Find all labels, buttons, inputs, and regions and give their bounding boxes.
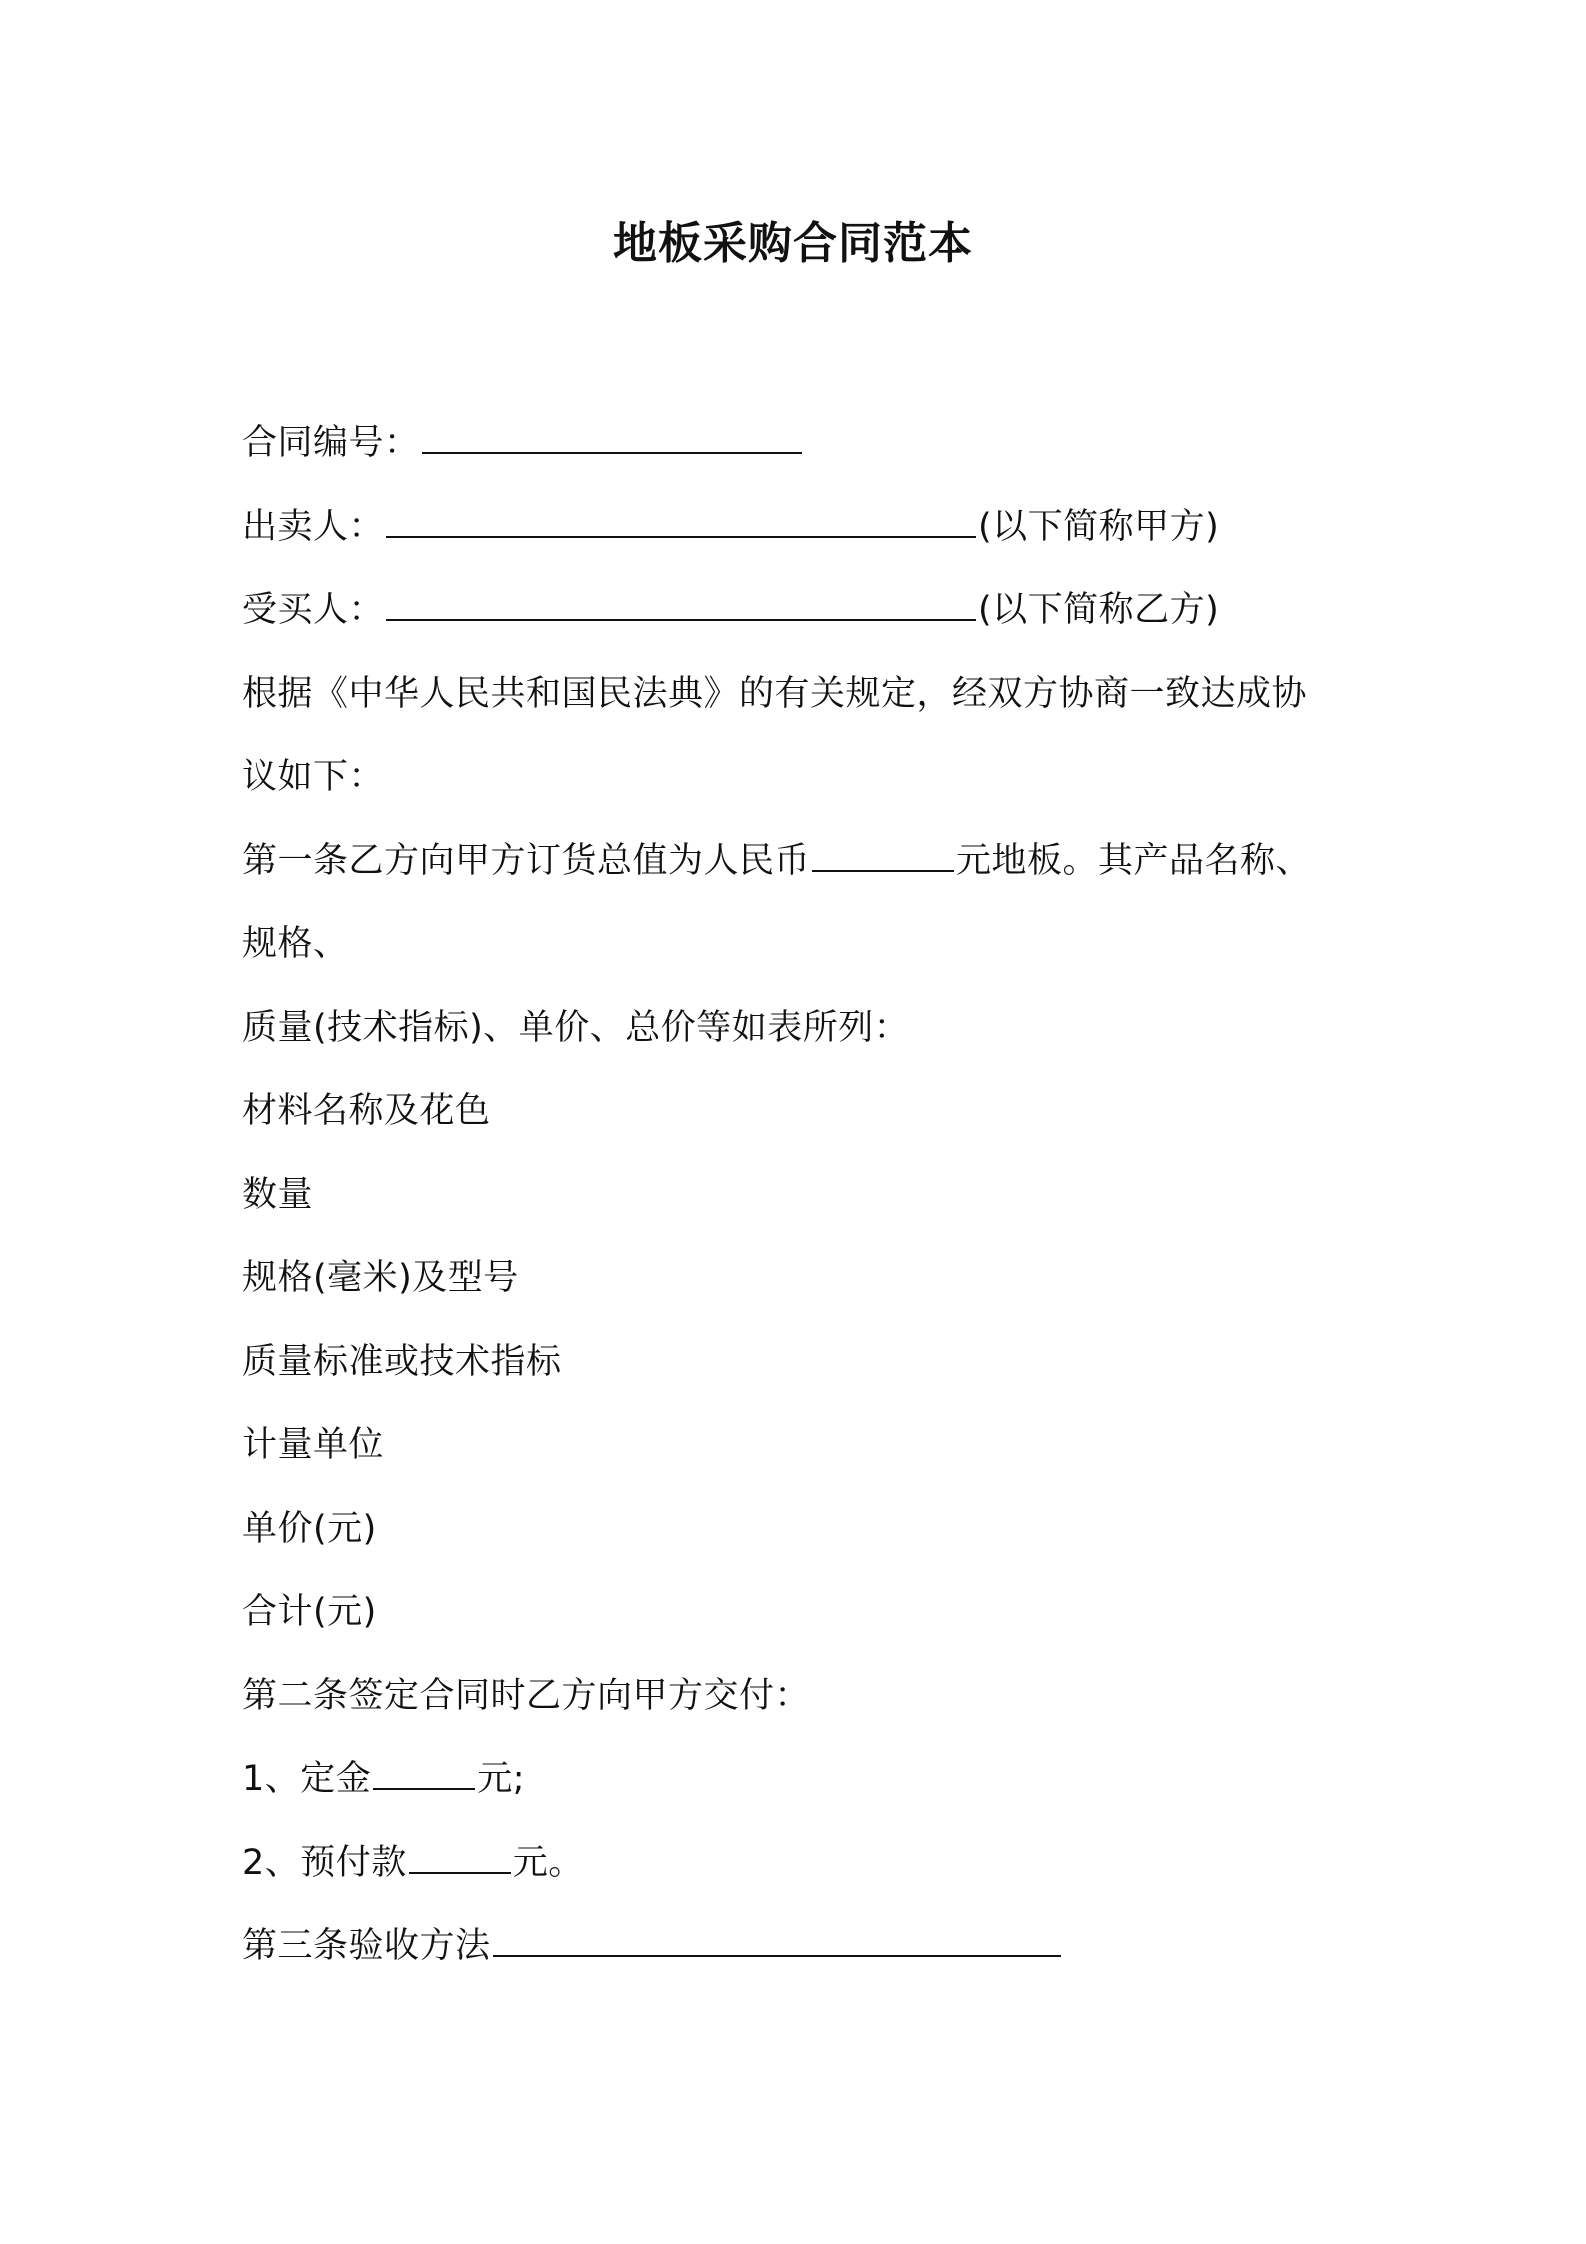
article-1-continuation-2: 质量(技术指标)、单价、总价等如表所列： [242, 1007, 910, 1048]
seller-suffix: (以下简称甲方) [978, 506, 1220, 547]
deposit-blank [373, 1758, 475, 1790]
article-1-suffix: 元地板。其产品名称、 [956, 840, 1312, 881]
prepayment-suffix: 元。 [512, 1842, 584, 1883]
seller-line [242, 486, 1362, 570]
deposit-line [242, 1738, 1362, 1822]
contract-number-line [242, 402, 1362, 486]
document-body [242, 402, 1362, 1989]
total-amount-blank [812, 840, 954, 872]
seller-label: 出卖人： [242, 506, 385, 547]
basis-line-1: 根据《中华人民共和国民法典》的有关规定，经双方协商一致达成协 [242, 673, 1308, 714]
article-1-line [242, 820, 1362, 904]
article-3-label: 第三条验收方法 [242, 1926, 491, 1966]
article-1-continuation: 规格、 [242, 924, 349, 964]
buyer-line [242, 569, 1362, 653]
article-3-line [242, 1905, 1362, 1989]
item-unit: 计量单位 [242, 1425, 385, 1465]
buyer-label: 受买人： [242, 590, 385, 630]
deposit-suffix: 元; [477, 1759, 526, 1799]
basis-line-2: 议如下： [242, 757, 385, 797]
article-2-line: 第二条签定合同时乙方向甲方交付： [242, 1675, 811, 1716]
prepayment-blank [409, 1842, 511, 1874]
item-quality: 质量标准或技术指标 [242, 1341, 562, 1382]
deposit-prefix: 1、定金 [242, 1759, 372, 1799]
document-title: 地板采购合同范本 [613, 218, 973, 269]
acceptance-method-blank [493, 1925, 1061, 1957]
buyer-suffix: (以下简称乙方) [978, 590, 1220, 630]
item-quantity: 数量 [242, 1174, 314, 1215]
item-price: 单价(元) [242, 1508, 377, 1549]
contract-number-blank [422, 422, 802, 454]
prepayment-line [242, 1822, 1362, 1906]
item-total: 合计(元) [242, 1592, 377, 1632]
item-spec: 规格(毫米)及型号 [242, 1258, 519, 1298]
item-material: 材料名称及花色 [242, 1091, 491, 1131]
contract-number-label: 合同编号： [242, 423, 420, 463]
prepayment-prefix: 2、预付款 [242, 1842, 407, 1883]
article-1-prefix: 第一条乙方向甲方订货总值为人民币 [242, 840, 811, 881]
seller-blank [386, 506, 976, 538]
buyer-blank [386, 589, 976, 621]
